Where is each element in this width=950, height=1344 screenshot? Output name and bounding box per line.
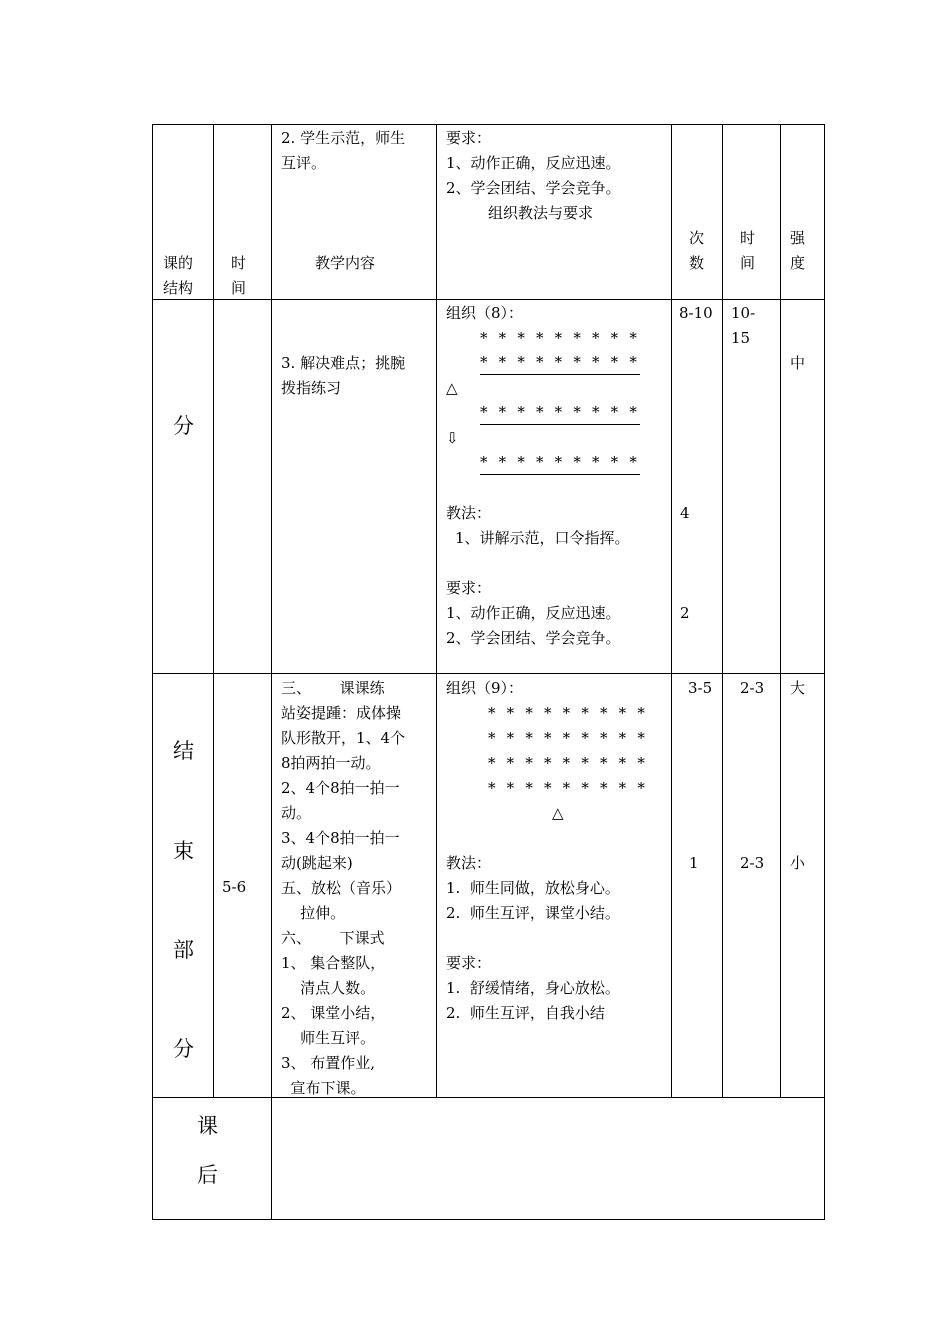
row1-req-line1: 1、动作正确，反应迅速。 bbox=[446, 604, 621, 622]
row2-section-char3: 部 bbox=[173, 938, 194, 962]
row2-content-line1: 三、 课课练 bbox=[281, 679, 385, 697]
row0-req-line2: 2、学会团结、学会竞争。 bbox=[446, 179, 621, 197]
header-method-title: 组织教法与要求 bbox=[488, 204, 594, 222]
header-count-line2: 数 bbox=[689, 254, 705, 272]
row2-intensity-b: 小 bbox=[790, 854, 806, 872]
table-border-top bbox=[152, 124, 825, 125]
row2-content-line8: 动(跳起来) bbox=[281, 854, 353, 872]
table-border-right bbox=[824, 124, 825, 1220]
row1-arrow-down-icon: ⇩ bbox=[446, 429, 459, 447]
header-time-line2: 间 bbox=[231, 279, 247, 297]
row2-req-line1: 1. 舒缓情绪，身心放松。 bbox=[446, 979, 620, 997]
header-count-line1: 次 bbox=[689, 229, 705, 247]
row2-count-b: 1 bbox=[689, 854, 699, 872]
row2-content-line2: 站姿提踵：成体操 bbox=[281, 704, 402, 722]
row2-content-line17: 宣布下课。 bbox=[281, 1079, 366, 1097]
row2-content-line13: 清点人数。 bbox=[281, 979, 376, 997]
row1-count-b: 4 bbox=[680, 504, 690, 522]
col-divider-time bbox=[213, 124, 214, 1098]
row2-content-line11: 六、 下课式 bbox=[281, 929, 385, 947]
row2-content-line12: 1、 集合整队， bbox=[281, 954, 386, 972]
col-divider-method bbox=[436, 124, 437, 1098]
row1-time-line1: 10- bbox=[731, 304, 756, 322]
row2-time: 5-6 bbox=[222, 878, 247, 896]
row2-content-line9: 五、放松（音乐） bbox=[281, 879, 402, 897]
row2-content-line6: 动。 bbox=[281, 804, 312, 822]
row0-content-line1: 2. 学生示范，师生 bbox=[281, 129, 406, 147]
row1-count-c: 2 bbox=[680, 604, 690, 622]
row1-org-title: 组织（8）： bbox=[446, 304, 524, 322]
row2-section-char4: 分 bbox=[173, 1037, 194, 1061]
row2-content-line3: 队形散开，1、4个 bbox=[281, 729, 406, 747]
row1-time-line2: 15 bbox=[731, 329, 751, 347]
row1-section-label: 分 bbox=[173, 414, 194, 438]
row1-content-line1: 3. 解决难点；挑腕 bbox=[281, 354, 406, 372]
row2-content-line5: 2、4个8拍一拍一 bbox=[281, 779, 400, 797]
row1-req-line2: 2、学会团结、学会竞争。 bbox=[446, 629, 621, 647]
row2-method-line1: 1. 师生同做，放松身心。 bbox=[446, 879, 620, 897]
row1-content-line2: 拨指练习 bbox=[281, 379, 342, 397]
row1-formation-row3: * * * * * * * * * bbox=[480, 401, 640, 425]
row1-intensity: 中 bbox=[790, 354, 806, 372]
header-time2-line1: 时 bbox=[740, 229, 756, 247]
row2-count-a: 3-5 bbox=[688, 679, 713, 697]
header-time-line1: 时 bbox=[231, 254, 247, 272]
col-divider-count bbox=[671, 124, 672, 1098]
row2-content-line16: 3、 布置作业, bbox=[281, 1054, 376, 1072]
col-divider-content bbox=[271, 124, 272, 1220]
row3-section-char1: 课 bbox=[197, 1114, 218, 1138]
row2-content-line14: 2、 课堂小结， bbox=[281, 1004, 386, 1022]
row1-req-title: 要求： bbox=[446, 579, 492, 597]
row2-intensity-a: 大 bbox=[790, 679, 806, 697]
row2-section-char2: 束 bbox=[173, 839, 194, 863]
row1-formation-row4: * * * * * * * * * bbox=[480, 451, 640, 475]
row2-formation-row3: * * * * * * * * * bbox=[488, 754, 649, 772]
row3-section-char2: 后 bbox=[197, 1163, 218, 1187]
row0-content-line2: 互评。 bbox=[281, 154, 327, 172]
row0-req-line1: 1、动作正确，反应迅速。 bbox=[446, 154, 621, 172]
row1-method-line1: 1、讲解示范，口令指挥。 bbox=[455, 529, 630, 547]
row2-content-line10: 拉伸。 bbox=[281, 904, 346, 922]
row2-time-b: 2-3 bbox=[740, 854, 765, 872]
header-structure-line1: 课的 bbox=[163, 254, 194, 272]
row2-content-line15: 师生互评。 bbox=[281, 1029, 376, 1047]
row2-time-a: 2-3 bbox=[740, 679, 765, 697]
header-intensity-line2: 度 bbox=[790, 254, 806, 272]
header-time2-line2: 间 bbox=[740, 254, 756, 272]
row2-org-title: 组织（9）： bbox=[446, 679, 524, 697]
table-border-bottom bbox=[152, 1219, 825, 1220]
row2-content-line7: 3、4个8拍一拍一 bbox=[281, 829, 400, 847]
row1-count-a: 8-10 bbox=[679, 304, 713, 322]
header-content: 教学内容 bbox=[315, 254, 376, 272]
row2-method-title: 教法： bbox=[446, 854, 492, 872]
row1-formation-row2: * * * * * * * * * bbox=[480, 351, 640, 375]
row2-req-line2: 2. 师生互评，自我小结 bbox=[446, 1004, 605, 1022]
row2-formation-row1: * * * * * * * * * bbox=[488, 704, 649, 722]
row2-formation-row4: * * * * * * * * * bbox=[488, 779, 649, 797]
row2-content-line4: 8拍两拍一动。 bbox=[281, 754, 381, 772]
row-divider-2 bbox=[152, 673, 825, 674]
row-divider-1 bbox=[152, 299, 825, 300]
header-structure-line2: 结构 bbox=[163, 279, 194, 297]
row2-method-line2: 2. 师生互评，课堂小结。 bbox=[446, 904, 620, 922]
row2-teacher-triangle: △ bbox=[552, 804, 564, 822]
col-divider-time2 bbox=[722, 124, 723, 1098]
col-divider-intensity bbox=[780, 124, 781, 1098]
row2-req-title: 要求： bbox=[446, 954, 492, 972]
row2-section-char1: 结 bbox=[173, 739, 194, 763]
row2-formation-row2: * * * * * * * * * bbox=[488, 729, 649, 747]
table-border-left bbox=[152, 124, 153, 1220]
row0-req-title: 要求： bbox=[446, 129, 492, 147]
row-divider-3 bbox=[152, 1097, 825, 1098]
row1-teacher-triangle: △ bbox=[446, 379, 458, 397]
header-intensity-line1: 强 bbox=[790, 229, 806, 247]
row1-method-title: 教法： bbox=[446, 504, 492, 522]
row1-formation-row1: * * * * * * * * * bbox=[480, 329, 641, 347]
